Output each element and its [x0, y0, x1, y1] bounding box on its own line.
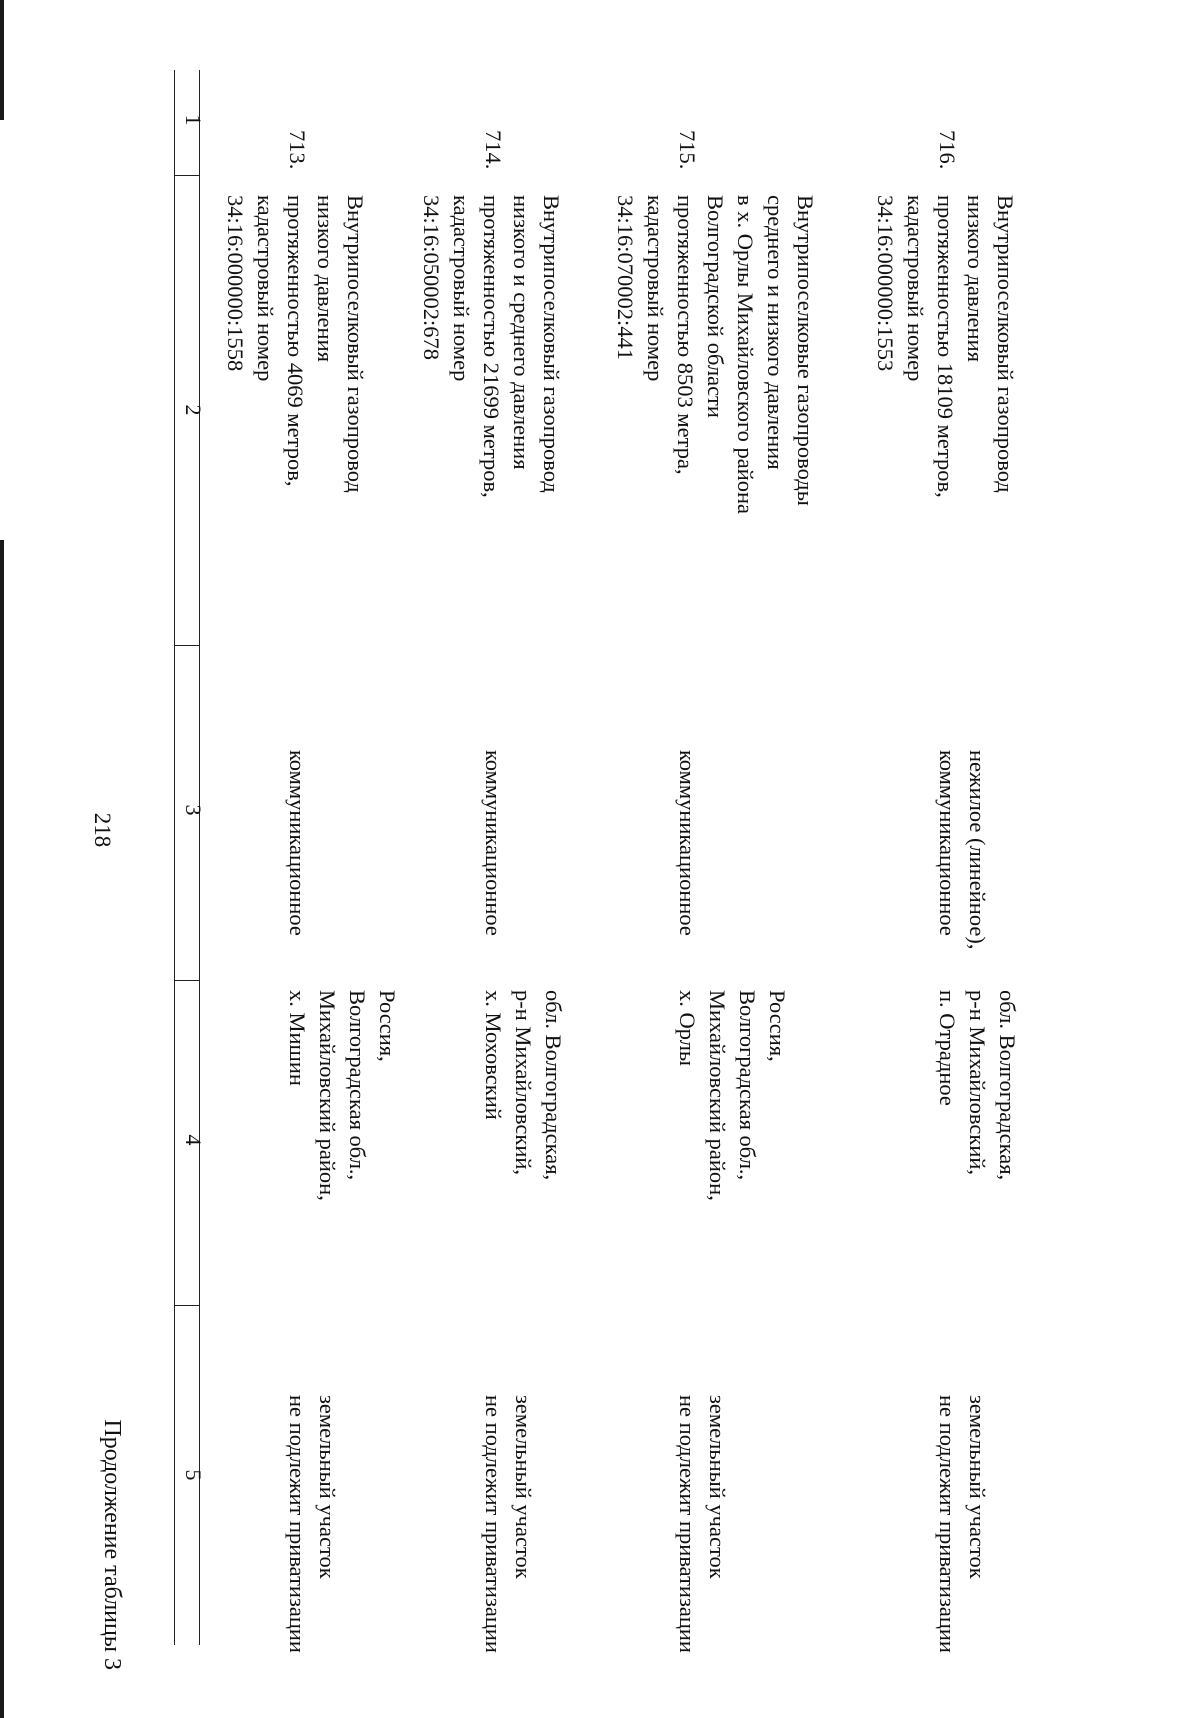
- object-address: обл. Волгоградская, р-н Михайловский, х. Моховский: [481, 990, 566, 1181]
- row-number: 716.: [935, 130, 960, 170]
- object-note: земельный участок не подлежит приватизации: [935, 1395, 990, 1653]
- column-number: 2: [181, 404, 206, 416]
- table-caption: Продолжение таблицы 3: [99, 1419, 125, 1670]
- object-note: земельный участок не подлежит приватизации: [285, 1395, 340, 1653]
- object-purpose: коммуникационное: [675, 750, 700, 936]
- table-top-rule: [174, 70, 175, 1645]
- column-divider: [175, 175, 200, 176]
- column-divider: [175, 645, 200, 646]
- object-address: Россия, Волгоградская обл., Михайловский район, х. Мишин: [285, 990, 400, 1201]
- column-number: 3: [181, 804, 206, 816]
- column-number: 1: [181, 114, 206, 126]
- column-divider: [175, 1305, 200, 1306]
- table-header-rule: [199, 70, 200, 1645]
- object-purpose: коммуникационное: [481, 750, 506, 936]
- object-name: Внутрипоселковые газопроводы среднего и низкого давления в х. Орлы Михайловского района Волгоградской области протяженностью 8503 метра, кадастровый номер 34:16:070002:441: [613, 195, 818, 515]
- row-number: 714.: [481, 130, 506, 170]
- object-purpose: нежилое (линейное), коммуникационное: [935, 750, 990, 950]
- column-number: 4: [181, 1134, 206, 1146]
- object-name: Внутрипоселковый газопровод низкого и среднего давления протяженностью 21699 метров, кадастровый номер 34:16:050002:678: [419, 195, 564, 498]
- column-number: 5: [181, 1469, 206, 1481]
- object-note: земельный участок не подлежит приватизации: [675, 1395, 730, 1653]
- object-address: обл. Волгоградская, р-н Михайловский, п. Отрадное: [935, 990, 1020, 1181]
- object-note: земельный участок не подлежит приватизации: [481, 1395, 536, 1653]
- row-number: 715.: [675, 130, 700, 170]
- object-name: Внутрипоселковый газопровод низкого давления протяженностью 4069 метров, кадастровый номер 34:16:000000:1558: [223, 195, 368, 493]
- row-number: 713.: [285, 130, 310, 170]
- object-purpose: коммуникационное: [285, 750, 310, 936]
- object-name: Внутрипоселковый газопровод низкого давления протяженностью 18109 метров, кадастровый номер 34:16:000000:1553: [873, 195, 1018, 498]
- object-address: Россия, Волгоградская обл., Михайловский район, х. Орлы: [675, 990, 790, 1201]
- page-number: 218: [90, 812, 115, 848]
- column-divider: [175, 980, 200, 981]
